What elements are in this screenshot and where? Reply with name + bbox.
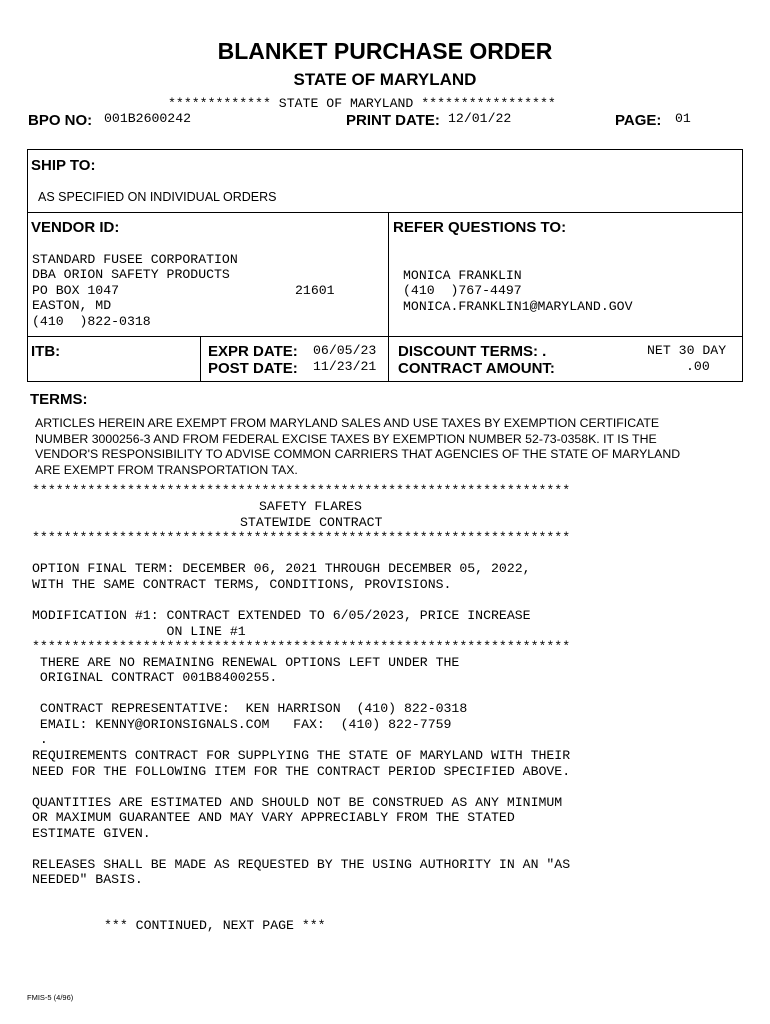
expr-date-label: EXPR DATE:: [208, 343, 298, 360]
modification-line: ON LINE #1: [32, 624, 246, 639]
modification-line: MODIFICATION #1: CONTRACT EXTENDED TO 6/05/2023, PRICE INCREASE: [32, 608, 531, 623]
discount-terms-label: DISCOUNT TERMS: .: [398, 343, 547, 360]
contract-subheading: STATEWIDE CONTRACT: [240, 515, 383, 530]
continued-notice: *** CONTINUED, NEXT PAGE ***: [104, 918, 326, 933]
bpo-number: 001B2600242: [104, 111, 192, 126]
page-label: PAGE:: [615, 112, 662, 129]
vendor-zip: 21601: [295, 283, 335, 298]
stars-divider: ********************************************************************: [32, 483, 571, 498]
option-term-line: OPTION FINAL TERM: DECEMBER 06, 2021 THROUGH DECEMBER 05, 2022,: [32, 561, 531, 576]
ship-to-value: AS SPECIFIED ON INDIVIDUAL ORDERS: [38, 190, 277, 204]
representative-line: CONTRACT REPRESENTATIVE: KEN HARRISON (410) 822-0318: [32, 701, 468, 716]
vendor-line: EASTON, MD: [32, 298, 112, 313]
terms-line: VENDOR'S RESPONSIBILITY TO ADVISE COMMON CARRIERS THAT AGENCIES OF THE STATE OF MARYLAND: [35, 447, 681, 461]
itb-label: ITB:: [31, 343, 61, 360]
ship-to-label: SHIP TO:: [31, 157, 96, 174]
vendor-address: [32, 236, 238, 329]
page-number: 01: [675, 111, 691, 126]
state-banner: ************* STATE OF MARYLAND *****************: [168, 96, 556, 111]
vendor-line: (410 )822-0318: [32, 313, 151, 329]
vendor-line: STANDARD FUSEE CORPORATION: [32, 251, 238, 267]
discount-terms-value: NET 30 DAY: [647, 343, 727, 358]
quantities-line: QUANTITIES ARE ESTIMATED AND SHOULD NOT BE CONSTRUED AS ANY MINIMUM: [32, 795, 563, 810]
bpo-label: BPO NO:: [28, 112, 93, 129]
contact-email: MONICA.FRANKLIN1@MARYLAND.GOV: [403, 298, 633, 314]
document-title: BLANKET PURCHASE ORDER: [217, 38, 553, 64]
print-date-value: 12/01/22: [448, 111, 512, 126]
releases-line: NEEDED" BASIS.: [32, 872, 143, 887]
terms-line: NUMBER 3000256-3 AND FROM FEDERAL EXCISE TAXES BY EXEMPTION NUMBER 52-73-0358K. IT IS THE: [35, 431, 657, 446]
vendor-id-label: VENDOR ID:: [31, 219, 120, 236]
contract-heading: SAFETY FLARES: [259, 499, 362, 514]
refer-questions-label: REFER QUESTIONS TO:: [393, 219, 567, 236]
details-divider-2: [388, 336, 389, 382]
terms-line: ARTICLES HEREIN ARE EXEMPT FROM MARYLAND SALES AND USE TAXES BY EXEMPTION CERTIFICATE: [35, 416, 660, 430]
stars-divider: ********************************************************************: [32, 530, 571, 545]
stars-divider: ********************************************************************: [32, 639, 571, 654]
form-id: FMIS-5 (4/96): [27, 993, 74, 1002]
requirements-line: REQUIREMENTS CONTRACT FOR SUPPLYING THE STATE OF MARYLAND WITH THEIR: [32, 748, 571, 763]
releases-line: RELEASES SHALL BE MADE AS REQUESTED BY THE USING AUTHORITY IN AN "AS: [32, 857, 571, 872]
contact-name: MONICA FRANKLIN: [403, 267, 522, 283]
vendor-divider: [388, 212, 389, 337]
refer-contact: [403, 252, 633, 314]
vendor-line: DBA ORION SAFETY PRODUCTS: [32, 267, 230, 282]
renewal-line: ORIGINAL CONTRACT 001B8400255.: [32, 670, 278, 685]
representative-email-line: EMAIL: KENNY@ORIONSIGNALS.COM FAX: (410) 822-7759: [32, 717, 452, 732]
post-date-value: 11/23/21: [313, 359, 377, 374]
contact-phone: (410 )767-4497: [403, 283, 522, 298]
renewal-line: THERE ARE NO REMAINING RENEWAL OPTIONS LEFT UNDER THE: [32, 655, 460, 670]
requirements-line: NEED FOR THE FOLLOWING ITEM FOR THE CONTRACT PERIOD SPECIFIED ABOVE.: [32, 764, 571, 779]
quantities-line: ESTIMATE GIVEN.: [32, 826, 151, 841]
document-subtitle: STATE OF MARYLAND: [293, 70, 477, 89]
terms-line: ARE EXEMPT FROM TRANSPORTATION TAX.: [35, 462, 298, 477]
terms-label: TERMS:: [30, 391, 88, 408]
post-date-label: POST DATE:: [208, 360, 298, 377]
details-box: [27, 336, 743, 382]
vendor-line: PO BOX 1047: [32, 282, 120, 298]
details-divider-1: [200, 336, 201, 382]
print-date-label: PRINT DATE:: [346, 112, 440, 129]
contract-amount-value: .00: [686, 359, 710, 374]
contract-amount-label: CONTRACT AMOUNT:: [398, 360, 555, 377]
quantities-line: OR MAXIMUM GUARANTEE AND MAY VARY APPRECIABLY FROM THE STATED: [32, 810, 515, 825]
dot-line: .: [32, 732, 48, 747]
option-term-line: WITH THE SAME CONTRACT TERMS, CONDITIONS, PROVISIONS.: [32, 577, 452, 592]
terms-text: [35, 416, 755, 478]
expr-date-value: 06/05/23: [313, 343, 377, 358]
